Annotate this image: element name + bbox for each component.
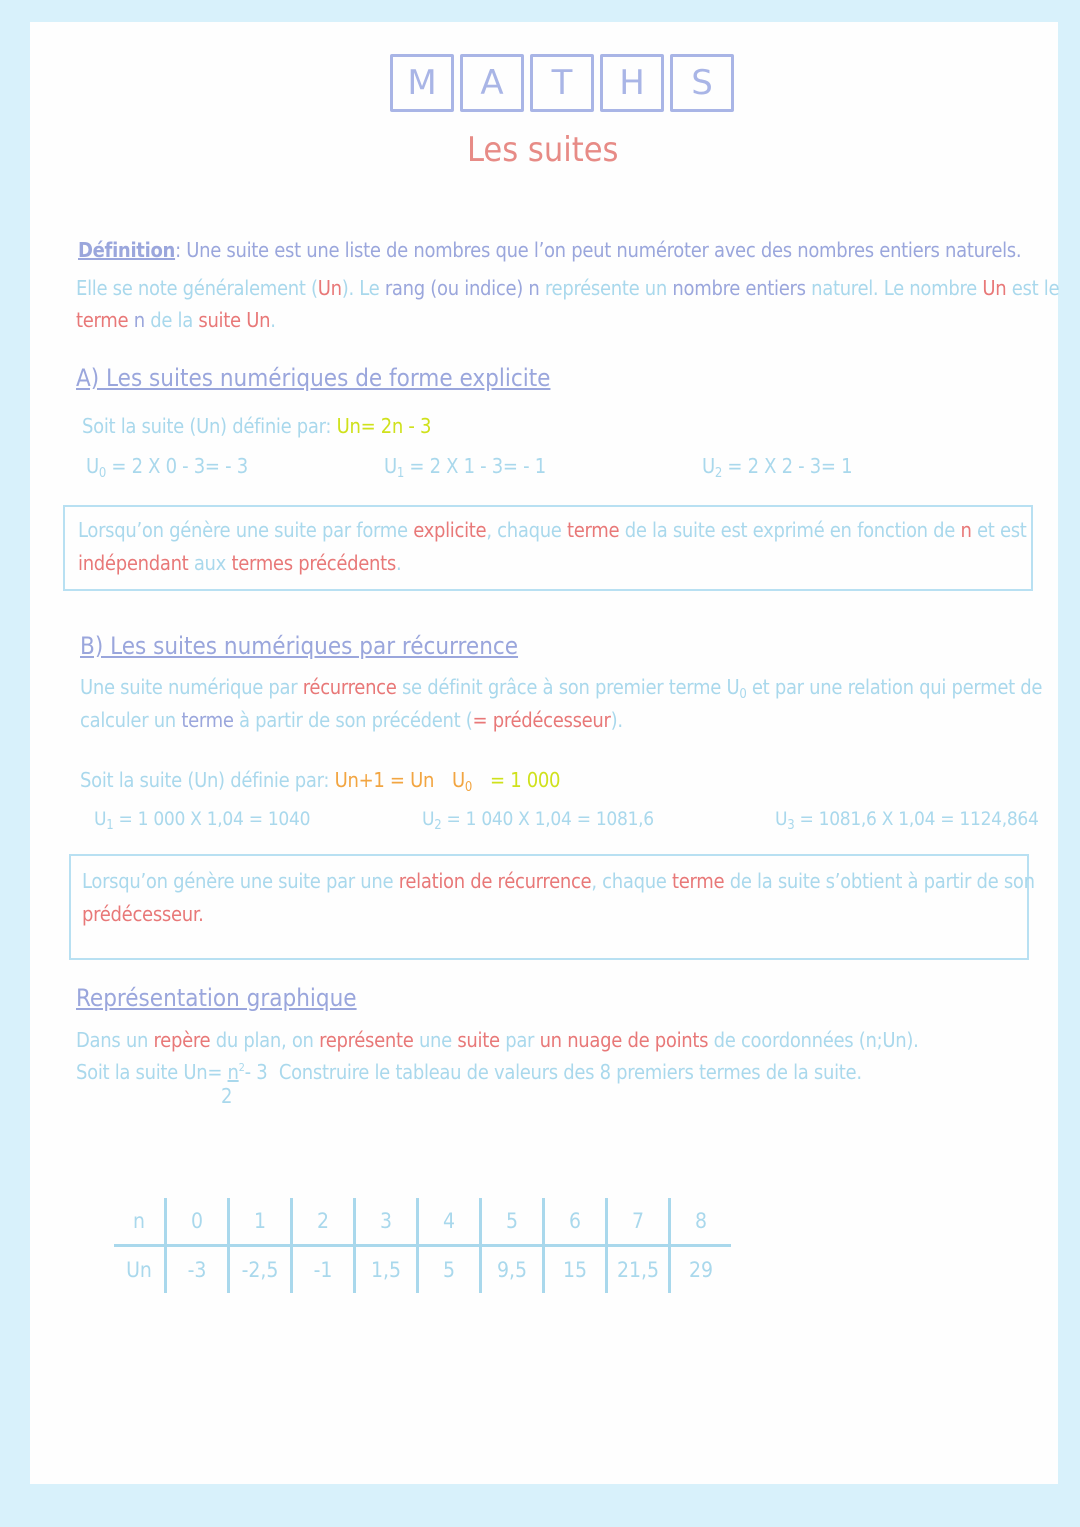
text-span: Un — [982, 276, 1007, 300]
u2-computation — [702, 454, 852, 481]
text-span: = 2 X 2 - 3= 1 — [722, 454, 853, 478]
text-span: suite Un — [198, 308, 271, 332]
text-span: naturel. Le nombre — [811, 276, 983, 300]
text-span: = 1081,6 X 1,04 = 1124,864 — [794, 808, 1039, 830]
text-span: ). Le — [341, 276, 385, 300]
text-span: Une suite numérique par — [80, 675, 303, 699]
text-span: - 3 — [244, 1060, 268, 1084]
text-span: du plan, on — [210, 1028, 320, 1052]
text-span: Lorsqu’on génère une suite par forme — [78, 518, 414, 542]
text-span: récurrence — [302, 675, 397, 699]
text-span: Soit la suite Un= — [76, 1060, 228, 1084]
definition-line-2 — [76, 276, 1059, 300]
u0-computation — [86, 454, 248, 481]
text-span: rang (ou indice) — [384, 276, 523, 300]
text-span: indépendant — [78, 551, 189, 575]
text-span: de la suite est exprimé en fonction de — [619, 518, 961, 542]
table-cell: 3 — [355, 1198, 418, 1246]
table-cell: 2 — [292, 1198, 355, 1246]
text-span: = prédécesseur — [472, 708, 611, 732]
maths-title — [390, 54, 734, 112]
table-cell: 0 — [166, 1198, 229, 1246]
table-cell: 1 — [229, 1198, 292, 1246]
fraction-denominator: 2 — [221, 1084, 233, 1108]
table-cell: -3 — [166, 1246, 229, 1294]
text-span: Elle se note généralement ( — [76, 276, 318, 300]
table-cell: 9,5 — [481, 1246, 544, 1294]
text-span: . — [270, 308, 276, 332]
text-span: et par une relation qui permet de — [746, 675, 1043, 699]
text-span: U — [422, 808, 435, 830]
recurrence-note-line-1 — [82, 869, 1035, 893]
text-span: Un — [317, 276, 342, 300]
text-span: se définit grâce à son premier terme U — [396, 675, 740, 699]
subscript: 2 — [434, 818, 442, 833]
text-span: U — [702, 454, 715, 478]
subscript: 1 — [396, 466, 405, 481]
text-span: U — [86, 454, 99, 478]
text-span: , chaque — [486, 518, 567, 542]
text-span: U — [94, 808, 107, 830]
definition-text: : Une suite est une liste de nombres que l’on peut numéroter avec des nombres entiers naturels. — [175, 238, 1022, 262]
text-span: Soit la suite (Un) définie par: — [82, 414, 337, 438]
section-a-heading: A) Les suites numériques de forme explicite — [76, 364, 551, 392]
definition-line-1 — [78, 238, 1021, 262]
text-span: ). — [610, 708, 623, 732]
text-span: à partir de son précédent ( — [233, 708, 473, 732]
text-span: terme — [76, 308, 129, 332]
subscript: 2 — [714, 466, 723, 481]
text-span: calculer un — [80, 708, 182, 732]
text-span: repère — [153, 1028, 211, 1052]
text-span: = 2 X 1 - 3= - 1 — [404, 454, 546, 478]
title-letter-box: T — [530, 54, 594, 112]
table-row-n — [114, 1198, 731, 1246]
table-cell: Un — [126, 1258, 152, 1282]
text-span: terme — [181, 708, 234, 732]
table-cell: n — [114, 1198, 166, 1246]
graph-line-1 — [76, 1028, 918, 1052]
text-span: = 1 040 X 1,04 = 1081,6 — [441, 808, 654, 830]
text-span: aux — [188, 551, 232, 575]
title-letter-box: M — [390, 54, 454, 112]
text-span: n — [128, 308, 151, 332]
text-span: et est — [971, 518, 1027, 542]
text-span: = 1 000 X 1,04 = 1040 — [113, 808, 311, 830]
section-b-intro — [80, 768, 434, 792]
table-cell: 7 — [607, 1198, 670, 1246]
graph-heading: Représentation graphique — [76, 984, 357, 1012]
text-span: représente — [319, 1028, 414, 1052]
text-span: = 1 000 — [490, 768, 561, 792]
definition-label: Définition — [78, 238, 176, 262]
values-table — [114, 1198, 731, 1293]
subscript: 3 — [787, 818, 795, 833]
text-span: Construire le tableau de valeurs des 8 premiers termes de la suite. — [278, 1060, 862, 1084]
table-cell: -1 — [292, 1246, 355, 1294]
text-span: de coordonnées (n;Un). — [708, 1028, 919, 1052]
table-cell: 4 — [418, 1198, 481, 1246]
text-span: . — [395, 551, 402, 575]
explicit-note-line-1 — [78, 518, 1027, 542]
section-a-intro — [82, 414, 431, 438]
text-span: représente un — [544, 276, 667, 300]
title-letter-box: H — [600, 54, 664, 112]
section-b-line-2 — [80, 708, 623, 732]
text-span: Lorsqu’on génère une suite par une — [82, 869, 399, 893]
table-cell: 5 — [418, 1246, 481, 1294]
text-span: de la suite s’obtient à partir de son — [724, 869, 1035, 893]
text-span: est le — [1006, 276, 1060, 300]
recurrence-u3 — [775, 808, 1039, 833]
table-cell: 29 — [670, 1246, 732, 1294]
text-span: , chaque — [591, 869, 672, 893]
recurrence-u1 — [94, 808, 310, 833]
text-span: relation de récurrence — [398, 869, 592, 893]
table-cell: 15 — [544, 1246, 607, 1294]
text-span: U — [452, 768, 465, 792]
subscript: 1 — [106, 818, 114, 833]
text-span: Dans un — [76, 1028, 154, 1052]
subscript: 0 — [464, 780, 473, 795]
recurrence-u2 — [422, 808, 654, 833]
recurrence-note-line-2: prédécesseur. — [82, 902, 204, 926]
table-cell: 8 — [670, 1198, 732, 1246]
values-table-wrapper — [114, 1198, 731, 1293]
fraction-numerator: n — [227, 1060, 239, 1084]
title-letter-box: A — [460, 54, 524, 112]
table-cell: -2,5 — [229, 1246, 292, 1294]
title-letter-box: S — [670, 54, 734, 112]
table-cell: 1,5 — [355, 1246, 418, 1294]
table-row-un — [114, 1246, 731, 1294]
text-span: U — [384, 454, 397, 478]
text-span: suite — [457, 1028, 500, 1052]
text-span: termes précédents — [231, 551, 396, 575]
u1-computation — [384, 454, 546, 481]
text-span: terme — [567, 518, 620, 542]
text-span: par — [499, 1028, 540, 1052]
text-span: terme — [672, 869, 725, 893]
definition-line-3 — [76, 308, 276, 332]
text-span: n — [960, 518, 972, 542]
text-span: U — [775, 808, 788, 830]
recurrence-relation: Un+1 = Un — [334, 768, 435, 792]
u0-initial-value — [452, 768, 560, 795]
text-span: une — [413, 1028, 458, 1052]
page-sheet — [30, 22, 1058, 1484]
table-cell: 21,5 — [607, 1246, 670, 1294]
text-span: explicite — [413, 518, 487, 542]
page-subtitle: Les suites — [467, 130, 619, 170]
subscript: 0 — [98, 466, 107, 481]
explicit-note-line-2 — [78, 551, 401, 575]
superscript: 2 — [238, 1061, 245, 1074]
text-span: nombre entiers — [667, 276, 812, 300]
graph-line-2 — [76, 1060, 862, 1084]
explicit-formula: Un= 2n - 3 — [336, 414, 432, 438]
text-span: de la — [150, 308, 199, 332]
table-cell: 5 — [481, 1198, 544, 1246]
text-span: n — [522, 276, 545, 300]
section-b-line-1 — [80, 675, 1042, 702]
text-span: = 2 X 0 - 3= - 3 — [106, 454, 248, 478]
section-b-heading: B) Les suites numériques par récurrence — [80, 632, 519, 660]
text-span: Soit la suite (Un) définie par: — [80, 768, 335, 792]
subscript: 0 — [739, 687, 747, 702]
table-cell: 6 — [544, 1198, 607, 1246]
text-span: un nuage de points — [539, 1028, 709, 1052]
